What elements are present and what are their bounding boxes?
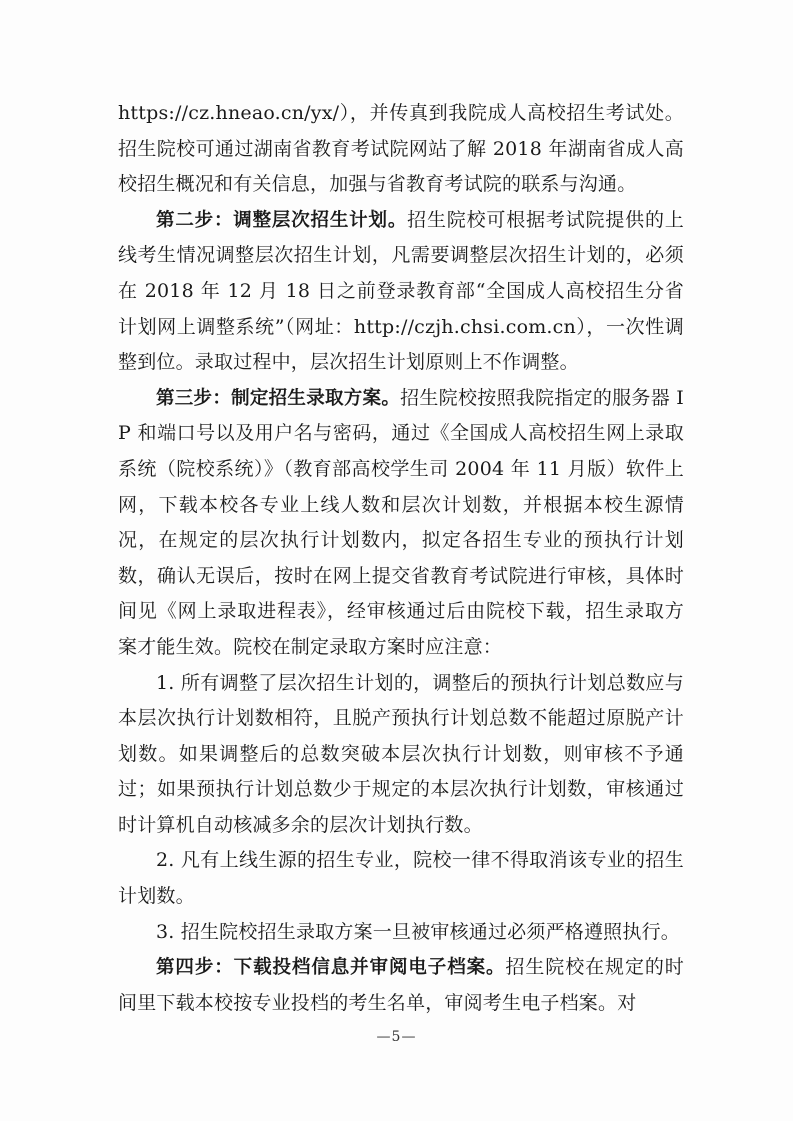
paragraph-note-3 [118, 915, 684, 951]
paragraph-step-2 [118, 203, 684, 381]
paragraph-text: 3. 招生院校招生录取方案一旦被审核通过必须严格遵照执行。 [156, 920, 680, 943]
paragraph-text: 招生院校可根据考试院提供的上线考生情况调整层次招生计划，凡需要调整层次招生计划的，必须在 2018 年 12 月 18 日之前登录教育部“全国成人高校招生分省计划网上调整系统”（网址：http://czjh.chsi.com.cn），一次性调整到位。录取过程中，层次招生计划原则上不作调整。 [118, 208, 684, 374]
paragraph-note-1 [118, 666, 684, 844]
paragraph-step-3 [118, 381, 684, 666]
paragraph-website-info [118, 96, 684, 203]
step-2-title: 第二步：调整层次招生计划。 [156, 209, 408, 231]
paragraph-text: 1. 所有调整了层次招生计划的，调整后的预执行计划总数应与本层次执行计划数相符，且脱产预执行计划总数不能超过原脱产计划数。如果调整后的总数突破本层次执行计划数，则审核不予通过；如果预执行计划总数少于规定的本层次执行计划数，审核通过时计算机自动核减多余的层次计划执行数。 [118, 671, 684, 836]
step-4-title: 第四步：下载投档信息并审阅电子档案。 [156, 957, 506, 979]
paragraph-note-2 [118, 843, 684, 914]
paragraph-text: 2. 凡有上线生源的招生专业，院校一律不得取消该专业的招生计划数。 [118, 849, 684, 908]
document-body [118, 96, 684, 1021]
paragraph-text: 招生院校在规定的时间里下载本校按专业投档的考生名单，审阅考生电子档案。对 [118, 956, 684, 1014]
paragraph-step-4 [118, 950, 684, 1021]
paragraph-text: 招生院校按照我院指定的服务器 IP 和端口号以及用户名与密码，通过《全国成人高校招生网上录取系统（院校系统）》（教育部高校学生司 2004 年 11 月版）软件上网，下载本校各专业上线人数和层次计划数，并根据本校生源情况，在规定的层次执行计划数内，拟定各招生专业的预执行计划数，确认无误后，按时在网上提交省教育考试院进行审核，具体时间见《网上录取进程表》，经审核通过后由院校下载，招生录取方案才能生效。院校在制定录取方案时应注意： [118, 386, 685, 658]
paragraph-text: https://cz.hneao.cn/yx/），并传真到我院成人高校招生考试处。招生院校可通过湖南省教育考试院网站了解 2018 年湖南省成人高校招生概况和有关信息，加强与省教育考试院的联系与沟通。 [118, 102, 684, 196]
step-3-title: 第三步：制定招生录取方案。 [156, 387, 401, 409]
page-number: —5— [376, 1029, 417, 1045]
